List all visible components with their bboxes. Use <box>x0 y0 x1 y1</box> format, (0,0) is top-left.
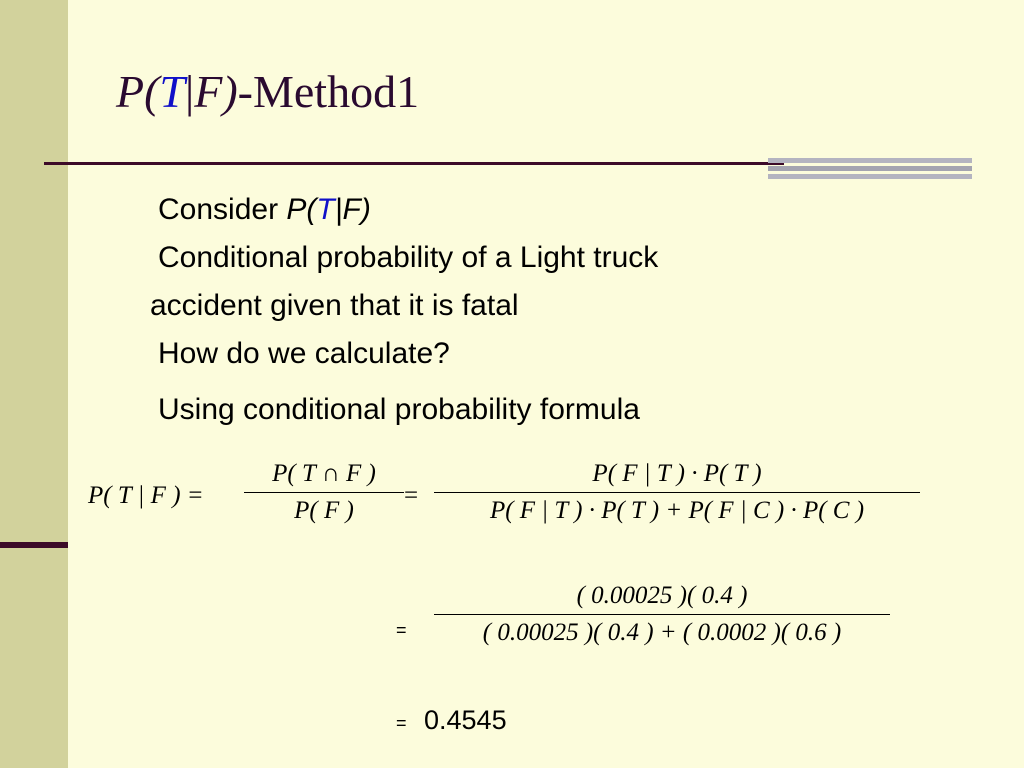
body-line-3: accident given that it is fatal <box>150 289 519 322</box>
title-rest: -Method1 <box>237 66 420 117</box>
fraction-2-line <box>434 492 920 493</box>
decorative-bars <box>768 158 972 182</box>
formula-lhs: P( T | F ) = <box>88 482 204 509</box>
equals-1: = <box>404 482 419 509</box>
fraction-1-line <box>244 492 404 493</box>
fraction-3-denominator: ( 0.00025 )( 0.4 ) + ( 0.0002 )( 0.6 ) <box>482 619 842 646</box>
consider-t: T <box>316 193 335 226</box>
consider-label: Consider <box>158 193 287 226</box>
fraction-1-denominator: P( F ) <box>294 497 354 524</box>
fraction-1-numerator: P( T ∩ F ) <box>272 460 376 487</box>
consider-line <box>158 192 371 228</box>
body-line-2: Conditional probability of a Light truck <box>158 241 659 274</box>
title-f: F) <box>194 66 238 117</box>
fraction-3-numerator: ( 0.00025 )( 0.4 ) <box>576 582 748 609</box>
body-line-5: Using conditional probability formula <box>158 393 640 426</box>
equals-2: = <box>396 620 407 640</box>
equals-3: = <box>396 713 407 733</box>
title-bar: | <box>185 66 195 117</box>
result-value: 0.4545 <box>424 705 507 735</box>
fraction-2 <box>434 460 920 525</box>
consider-p: P( <box>286 193 317 226</box>
title-divider <box>44 162 784 165</box>
body-line-4: How do we calculate? <box>158 337 450 370</box>
sidebar-band <box>0 0 68 768</box>
fraction-1 <box>244 460 404 525</box>
fraction-3 <box>434 582 890 647</box>
fraction-2-numerator: P( F | T ) · P( T ) <box>592 460 762 487</box>
fraction-3-line <box>434 614 890 615</box>
consider-rest: |F) <box>334 193 371 226</box>
slide-title <box>116 62 419 122</box>
fraction-2-denominator: P( F | T ) · P( T ) + P( F | C ) · P( C ) <box>489 497 865 524</box>
title-p: P( <box>116 66 160 117</box>
sidebar-accent-mark <box>0 542 68 548</box>
title-t: T <box>159 66 186 117</box>
